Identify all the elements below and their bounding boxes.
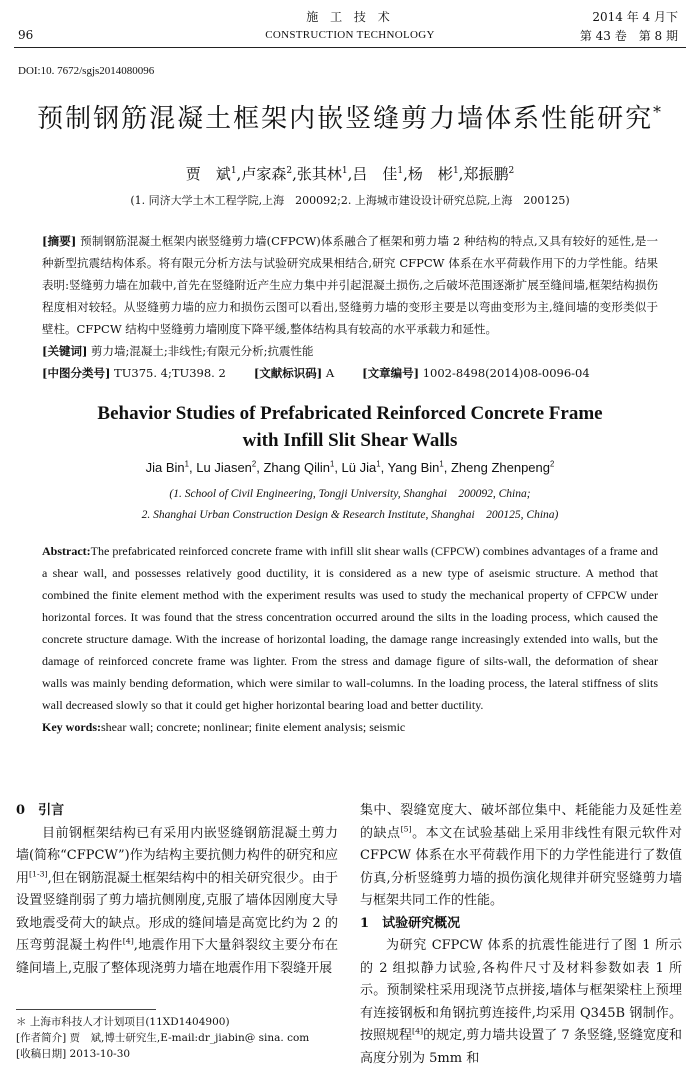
author-en: Jia Bin <box>145 460 185 475</box>
abstract-cn <box>42 230 658 340</box>
classification-row <box>42 362 658 384</box>
author-cn: 郑振鹏 <box>463 165 509 183</box>
body-column-left <box>16 800 338 980</box>
keywords-en <box>42 716 658 738</box>
author-en: Zhang Qilin <box>263 460 330 475</box>
abstract-en-block <box>42 540 658 738</box>
keywords-cn <box>42 340 658 362</box>
article-no-value: 1002-8498(2014)08-0096-04 <box>422 366 590 380</box>
author-cn: 杨 彬 <box>407 165 453 183</box>
author-sup: 1 <box>230 166 237 176</box>
author-en: Lü Jia <box>341 460 377 475</box>
body-paragraph <box>360 800 682 913</box>
received-date <box>16 1046 346 1062</box>
section-title: 试验研究概况 <box>382 915 461 931</box>
author-cn: 张其林 <box>296 165 342 183</box>
section-heading <box>360 913 682 936</box>
doc-code-label: [文献标识码] <box>253 366 323 380</box>
section-number: 1 <box>360 915 370 931</box>
title-en-line1: Behavior Studies of Prefabricated Reinforced Concrete Frame <box>97 403 603 424</box>
keywords-en-label: Key words: <box>42 720 101 734</box>
author-cn: 贾 斌 <box>185 165 231 183</box>
affiliation-en-2: 2. Shanghai Urban Construction Design & Research Institute, Shanghai 200125, China) <box>141 509 559 521</box>
section-heading <box>16 800 338 823</box>
affiliation-cn: (1. 同济大学土木工程学院,上海 200092;2. 上海城市建设设计研究总院,上海 200125) <box>130 194 570 207</box>
paragraph-text: 的规定,剪力墙共设置了 7 条竖缝,竖缝宽度和高度分别为 5mm 和 <box>360 1028 682 1066</box>
fund-note: ＊ 上海市科技人才计划项目(11XD1404900) <box>16 1016 230 1028</box>
affiliation-en-1: (1. School of Civil Engineering, Tongji University, Shanghai 200092, China; <box>169 488 531 500</box>
author-sup: 1 <box>452 166 459 176</box>
author-sup: 1 <box>376 459 381 469</box>
author-sup: 2 <box>251 459 257 469</box>
citation-ref[interactable]: [4] <box>412 1026 424 1036</box>
title-en-line2: with Infill Slit Shear Walls <box>242 430 458 451</box>
page-number: 96 <box>18 28 34 42</box>
paragraph-text: ,地震作用下大量斜裂纹主要分布在缝间墙上,克服了整体现浇剪力墙在地震作用下裂缝开展 <box>16 938 338 976</box>
author-sup: 1 <box>329 459 335 469</box>
header-divider <box>14 47 686 48</box>
journal-title-cn: 施 工 技 术 <box>306 10 394 24</box>
body-column-right <box>360 800 682 1070</box>
keywords-en-text: shear wall; concrete; nonlinear; finite element analysis; seismic <box>101 720 406 734</box>
paper-title-cn <box>0 98 700 135</box>
paragraph-text: 为研究 CFPCW 体系的抗震性能进行了图 1 所示的 2 组拟静力试验,各构件尺寸及材料参数如表 1 所示。预制梁柱采用现浇节点拼接,墙体与框架梁柱上预埋有连接钢板和角钢抗剪连接件,均采用 Q345B 钢制作。按照规程 <box>360 938 682 1043</box>
author-bio <box>16 1030 346 1046</box>
author-cn: 吕 佳 <box>352 165 398 183</box>
author-sup: 1 <box>439 459 444 469</box>
citation-ref[interactable]: [5] <box>400 824 412 834</box>
author-sup: 1 <box>184 459 190 469</box>
author-cn: 卢家森 <box>241 165 287 183</box>
author-sup: 1 <box>341 166 348 176</box>
author-sup: 2 <box>508 166 515 176</box>
author-sup: 1 <box>397 166 404 176</box>
paper-title-en <box>0 400 700 454</box>
journal-title-en: CONSTRUCTION TECHNOLOGY <box>265 29 435 41</box>
keywords-cn-label: [关键词] <box>42 344 88 358</box>
affiliation-en <box>0 484 700 526</box>
received-label: [收稿日期] <box>16 1048 67 1060</box>
keywords-cn-text: 剪力墙;混凝土;非线性;有限元分析;抗震性能 <box>91 344 314 358</box>
clc-label: [中图分类号] <box>42 366 111 380</box>
body-paragraph <box>16 823 338 981</box>
abstract-cn-label: [摘要] <box>42 234 77 248</box>
author-en: Lu Jiasen <box>196 460 252 475</box>
authors-en: Jia Bin$^1$, Lu Jiasen$^2$, Zhang Qilin$^1$, Lü Jia$^1$, Yang Bin$^1$, Zheng Zhenpeng$^2$ <box>145 459 555 475</box>
clc-value: TU375. 4;TU398. 2 <box>114 366 226 380</box>
article-number <box>362 362 590 384</box>
abstract-cn-text: 预制钢筋混凝土框架内嵌竖缝剪力墙(CFPCW)体系融合了框架和剪力墙 2 种结构的特点,又具有较好的延性,是一种新型抗震结构体系。将有限元分析方法与试验研究成果相结合,研究 CFPCW 体系在水平荷载作用下的力学性能。结果表明:竖缝剪力墙在加载中,首先在竖缝附近产生应力集中并引起混凝土损伤,之后破坏范围逐渐扩展至缝间墙,框架结构损伤程度相对较轻。从竖缝剪力墙的应力和损伤云图可以看出,竖缝剪力墙的变形主要是以弯曲变形为主,缝间墙的变形类似于壁柱。CFPCW 结构中竖缝剪力墙刚度下降平缓,整体结构具有较高的水平承载力和延性。 <box>42 234 658 336</box>
doc-code <box>254 362 334 384</box>
paragraph-text: ,但在钢筋混凝土框架结构中的相关研究很少。由于设置竖缝削弱了剪力墙抗侧刚度,克服了墙体因刚度大导致地震受荷大的缺点。形成的缝间墙是高宽比约为 2 的压弯剪混凝土构件 <box>16 870 338 953</box>
footnotes <box>16 1014 346 1062</box>
paragraph-text: 。本文在试验基础上采用非线性有限元软件对 CFPCW 体系在水平荷载作用下的力学性能进行了数值仿真,分析竖缝剪力墙的损伤演化规律并研究竖缝剪力墙与框架共同工作的性能。 <box>360 825 682 908</box>
clc <box>42 362 226 384</box>
doi[interactable]: DOI:10. 7672/sgjs2014080096 <box>18 65 155 77</box>
author-en: Yang Bin <box>387 460 440 475</box>
received-value: 2013-10-30 <box>69 1048 131 1060</box>
paragraph-text: 目前钢框架结构已有采用内嵌竖缝钢筋混凝土剪力墙(简称“CFPCW”)作为结构主要抗侧力构件的研究和应用 <box>16 825 338 886</box>
authors-cn: 贾 斌$^1$,卢家森$^2$,张其林$^1$,吕 佳$^1$,杨 彬$^1$,郑振鹏$^2$ <box>185 165 515 183</box>
author-sup: 2 <box>286 166 293 176</box>
body-paragraph <box>360 935 682 1070</box>
issue-volume: 第 43 卷 第 8 期 <box>579 29 678 43</box>
citation-ref[interactable]: [1-3] <box>29 869 48 879</box>
abstract-en-label: Abstract: <box>42 544 91 558</box>
title-cn-text: 预制钢筋混凝土框架内嵌竖缝剪力墙体系性能研究 <box>37 104 654 134</box>
citation-ref[interactable]: [4] <box>122 936 134 946</box>
section-title: 引言 <box>38 803 65 818</box>
abstract-en <box>42 540 658 716</box>
footnote-divider <box>16 1009 156 1010</box>
article-no-label: [文章编号] <box>362 366 420 380</box>
author-sup: 2 <box>550 459 555 469</box>
abstract-cn-block <box>42 230 658 384</box>
title-fund-mark: * <box>653 103 663 122</box>
issue-date: 2014 年 4 月下 <box>592 10 678 24</box>
issue-info <box>580 8 678 46</box>
author-bio-text: 贾 斌,博士研究生,E-mail:dr_jiabin@ sina. com <box>69 1032 310 1044</box>
author-en: Zheng Zhenpeng <box>450 460 550 475</box>
section-number: 0 <box>16 803 26 818</box>
doc-code-value: A <box>325 366 335 380</box>
paragraph-text: 集中、裂缝宽度大、破坏部位集中、耗能能力及延性差的缺点 <box>360 803 682 841</box>
abstract-en-text: The prefabricated reinforced concrete frame with infill slit shear walls (CFPCW) combines advantages of a frame and a shear wall, and possesses relatively good ductility, it is considered as a new type of aseismic structure. A method that combined the finite element method with the experiment results was used to study the mechanical property of CFPCW under horizontal forces. It was found that the stress concentration occurred around the silts in the loading process, which caused the concrete structure damage. With the increase of horizontal loading, the damage range increasingly extended into walls, but the damage of reinforced concrete frame was lighter. From the stress and damage figure of silts-wall, the deformation of shear walls was mainly bending deformation, which were similar to wall-columns. In the loading process, the lateral stiffness of slits wall decreased slowly so that it could get higher horizontal bearing load and better ductility. <box>42 544 658 712</box>
author-bio-label: [作者简介] <box>16 1032 67 1044</box>
